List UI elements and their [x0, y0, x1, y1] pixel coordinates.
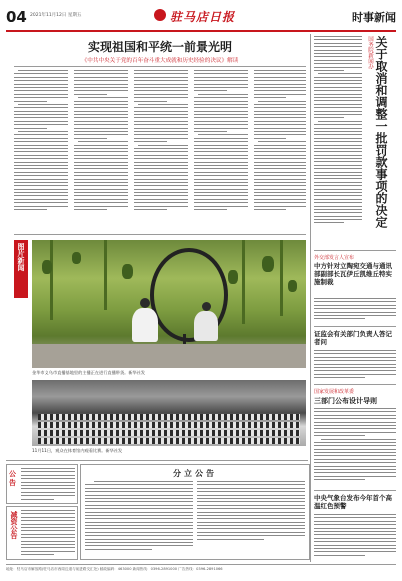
notice-box-2	[6, 506, 78, 560]
lead-divider	[14, 66, 306, 67]
center-notice-box	[80, 464, 310, 560]
side-divider-1	[314, 250, 396, 251]
side-divider-3	[314, 384, 396, 385]
side-divider-2	[314, 326, 396, 327]
center-notice-title: 分立公告	[173, 468, 217, 478]
side-item-2-title: 证监会有关部门负责人答记者问	[314, 330, 392, 346]
side-feature-text	[314, 36, 362, 246]
section-title: 时事新闻	[352, 11, 396, 24]
lead-text-column-3	[134, 70, 188, 230]
side-item-3-title: 三部门公布设计导则	[314, 396, 377, 405]
footer-rule	[6, 564, 396, 565]
notice-label-1: 公告	[9, 469, 16, 487]
notice-box-1	[6, 464, 78, 504]
photo-section-divider	[14, 234, 306, 235]
side-feature-title: 关于取消和调整一批罚款事项的决定	[374, 36, 388, 228]
lead-text-column-5	[254, 70, 306, 230]
lead-headline: 实现祖国和平统一前景光明	[87, 40, 232, 54]
date-line: 2021年11月12日 星期五	[30, 13, 82, 18]
side-item-1-title: 中方针对立陶宛交通与通讯部副部长瓦伊丘凯维丘特实施制裁	[314, 262, 392, 286]
page-number: 04	[6, 8, 27, 26]
side-item-3-text	[314, 408, 396, 486]
side-feature-kicker: 国务院新闻办	[367, 36, 373, 69]
paper-name: 驻马店日报	[170, 10, 236, 24]
side-item-4-title: 中央气象台发布今年首个高温红色预警	[314, 494, 392, 510]
footer-info: 地址：驻马店市解放路(驻马店市西周边道与前进路交汇处) 邮政编码：463000 新闻热线：0396-2891000 广告热线：0396-2891066	[6, 567, 223, 571]
bottom-divider	[6, 460, 308, 461]
lead-subhead: 《中共中央关于党的百年奋斗重大成就和历史经验的决议》解读	[81, 58, 239, 64]
logo-emblem-icon	[154, 9, 166, 21]
photo-caption-1: 金华市义乌市直播基地里的主播正在进行直播带货。新华社发	[32, 370, 146, 375]
lead-text-column-1	[14, 70, 68, 230]
side-item-1-text	[314, 298, 396, 322]
masthead	[6, 6, 396, 30]
notice-label-2: 减资公告	[10, 511, 19, 539]
right-column-divider	[310, 34, 311, 562]
side-item-4-text	[314, 514, 396, 560]
photo-caption-2: 11月11日，观众在体育馆内观看比赛。新华社发	[32, 448, 123, 453]
side-item-1-kicker: 外交部发言人宣布	[314, 255, 355, 261]
photo-news-label: 图片新闻	[14, 240, 28, 298]
photo-vineyard-livestream	[32, 240, 306, 368]
photo-audience	[32, 380, 306, 446]
side-item-3-kicker: 国家发展和改革委	[314, 389, 355, 395]
side-item-2-text	[314, 350, 396, 380]
paper-logo	[154, 6, 264, 26]
lead-text-column-4	[194, 70, 248, 230]
lead-text-column-2	[74, 70, 128, 230]
side-divider-4	[314, 490, 396, 491]
masthead-rule	[6, 30, 396, 32]
